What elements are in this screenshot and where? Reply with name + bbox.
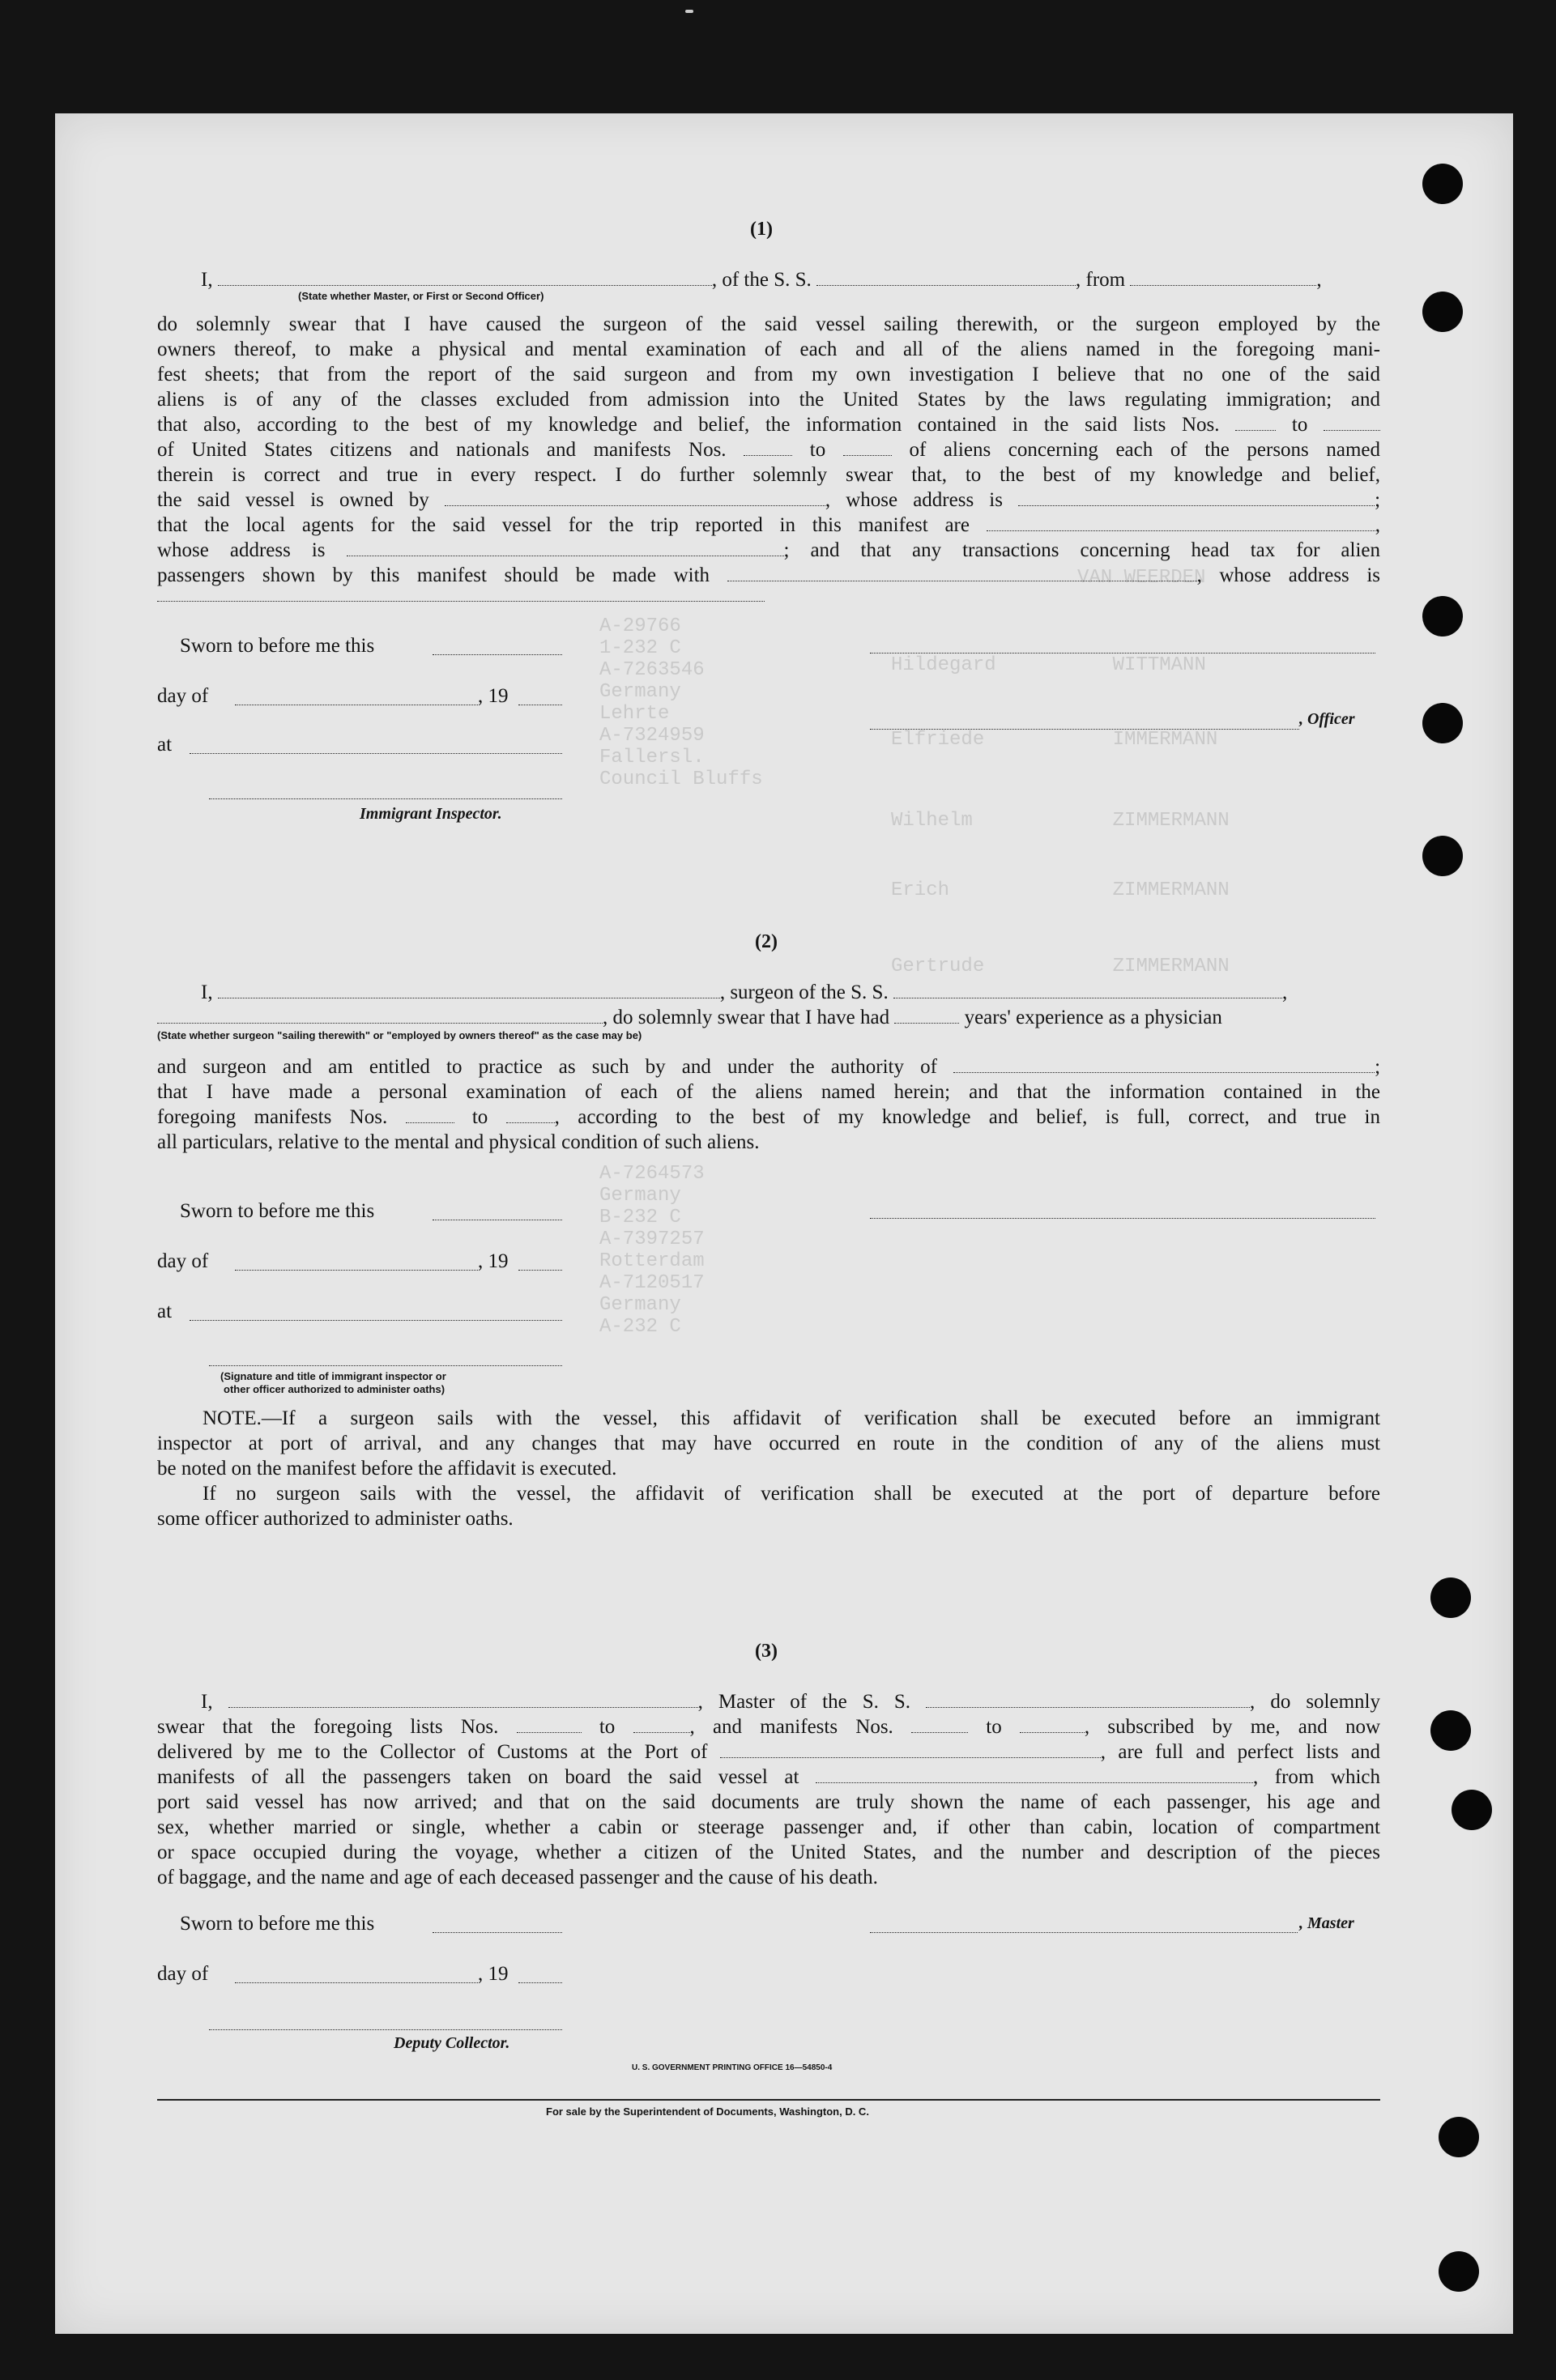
sec3-master-label: , Master — [1299, 1914, 1354, 1932]
bleed-through: A-29766 1-232 C A-7263546 Germany Lehrte A-7324959 Fallersl. Council Bluffs — [599, 615, 763, 790]
punch-hole — [1439, 2117, 1479, 2157]
agents-field[interactable] — [987, 513, 1375, 531]
to-label: to — [471, 1106, 488, 1128]
sec2-year-label: , 19 — [478, 1250, 509, 1272]
surgeon-note — [157, 1406, 1380, 1531]
sec2-experience-label: , do solemnly swear that I have had — [603, 1007, 890, 1028]
section-1-number: (1) — [750, 219, 773, 240]
agents-label: that the local agents for the said vessel for the trip reported in this manifest are — [157, 514, 970, 536]
owner-label: the said vessel is owned by — [157, 489, 429, 511]
sec2-text-line: that I have made a personal examination of each of the aliens named herein; and that the information contained in the — [157, 1081, 1380, 1103]
sec3-paragraph — [157, 1689, 1380, 1890]
sec3-text-line: of baggage, and the name and age of each deceased passenger and the cause of his death. — [157, 1867, 878, 1888]
sec3-sworn-date-field[interactable] — [433, 1932, 562, 1933]
punch-hole — [1422, 292, 1463, 332]
sec2-manifests-to-field[interactable] — [506, 1105, 555, 1123]
sec3-lists-to-field[interactable] — [633, 1714, 690, 1733]
bleed-through: Hildegard WITTMANN — [891, 654, 1206, 676]
sec3-line4 — [157, 1765, 1380, 1790]
note-label: NOTE. — [202, 1407, 262, 1429]
authority-label: and surgeon and am entitled to practice as such by and under the authority of — [157, 1056, 937, 1078]
from-which-label: , from which — [1252, 1766, 1380, 1788]
lists-from-field[interactable] — [1235, 412, 1276, 431]
note-line: inspector at port of arrival, and any changes that may have occurred en route in the condition of any of the aliens must — [157, 1433, 1380, 1454]
solemnly-label: , do solemnly — [1250, 1691, 1380, 1713]
sec1-text-line: fest sheets; that from the report of the said surgeon and from my own investigation I believe that no one of the said — [157, 364, 1380, 385]
note-line: some officer authorized to administer oaths. — [157, 1508, 514, 1530]
sec2-manifests-label: foregoing manifests Nos. — [157, 1106, 388, 1128]
surgeon-status-field[interactable] — [157, 1005, 603, 1024]
bleed-through: A-7264573 Germany B-232 C A-7397257 Rotterdam A-7120517 Germany A-232 C — [599, 1163, 705, 1338]
owner-field[interactable] — [445, 487, 825, 506]
sec2-i-label: I, — [201, 981, 213, 1003]
section-2-number: (2) — [755, 931, 778, 952]
sec2-physician-label: years' experience as a physician — [964, 1007, 1222, 1028]
sec1-at-label: at — [157, 734, 173, 756]
sec1-text-line: aliens is of any of the classes excluded from admission into the United States by the laws regulating immigration; and — [157, 389, 1380, 411]
sec1-from-label: , from — [1076, 269, 1126, 291]
semicolon: ; — [1375, 1056, 1381, 1078]
bleed-through: Wilhelm ZIMMERMANN — [891, 810, 1230, 832]
port-field[interactable] — [720, 1739, 1101, 1758]
note-text: —If a surgeon sails with the vessel, this affidavit of verification shall be executed before an immigrant — [261, 1407, 1380, 1429]
sec1-officer-signature-field[interactable] — [870, 653, 1375, 654]
ship-name-field[interactable] — [816, 267, 1076, 286]
sec2-ship-field[interactable] — [893, 980, 1282, 998]
boarded-label: manifests of all the passengers taken on board the said vessel at — [157, 1766, 799, 1788]
head-tax-contact-label: passengers shown by this manifest should be made with — [157, 564, 710, 586]
to-label: to — [1291, 414, 1308, 436]
sec1-aliens-label: of aliens concerning each of the persons named — [909, 439, 1381, 461]
bleed-through: VAN WEERDEN — [1077, 567, 1206, 589]
punch-hole — [1430, 1577, 1471, 1618]
to-label: to — [986, 1716, 1002, 1738]
sec2-sworn-label: Sworn to before me this — [180, 1200, 375, 1222]
punch-hole — [1422, 703, 1463, 743]
sec2-inspector-signature-field[interactable] — [209, 1365, 562, 1366]
sec3-sworn-label: Sworn to before me this — [180, 1913, 375, 1935]
sec1-day-of-label: day of — [157, 685, 209, 707]
head-tax-address-field[interactable] — [157, 601, 765, 602]
sec1-place-field[interactable] — [190, 753, 562, 754]
full-lists-label: , are full and perfect lists and — [1100, 1741, 1381, 1763]
sec1-manifests-line — [157, 437, 1380, 462]
sec1-officer-title-field[interactable] — [870, 729, 1299, 730]
punch-hole — [1422, 836, 1463, 876]
sec1-inspector-label: Immigrant Inspector. — [360, 805, 502, 823]
sec1-officer-caption: (State whether Master, or First or Second Officer) — [298, 290, 544, 302]
bleed-through: Erich ZIMMERMANN — [891, 879, 1230, 901]
sec2-text-line: all particulars, relative to the mental and physical condition of such aliens. — [157, 1131, 760, 1153]
manifests-label: , and manifests Nos. — [689, 1716, 893, 1738]
head-tax-label: ; and that any transactions concerning head tax for alien — [783, 539, 1380, 561]
sec3-line2 — [157, 1714, 1380, 1739]
address-label: , whose address is — [1196, 564, 1380, 586]
sec1-manifests-label: of United States citizens and nationals and manifests Nos. — [157, 439, 727, 461]
punch-hole — [1430, 1710, 1471, 1751]
sec1-ship-label: , of the S. S. — [711, 269, 812, 291]
sec2-sig-caption-2: other officer authorized to administer oaths) — [224, 1383, 445, 1395]
sec3-i-label: I, — [201, 1691, 213, 1713]
agent-address-field[interactable] — [347, 538, 784, 556]
punch-hole — [1422, 596, 1463, 637]
sec2-line1 — [201, 980, 1287, 1004]
footer-rule — [157, 2099, 1380, 2101]
to-label: to — [809, 439, 826, 461]
subscribed-label: , subscribed by me, and now — [1084, 1716, 1381, 1738]
scan-speck — [685, 10, 693, 13]
sec3-ship-field[interactable] — [926, 1689, 1250, 1708]
sec3-line3 — [157, 1739, 1380, 1765]
sec1-text-line: therein is correct and true in every respect. I do further solemnly swear that, to the best of my knowledge and belief, — [157, 464, 1380, 486]
officer-name-field[interactable] — [218, 267, 712, 286]
sec1-lists-line — [157, 412, 1380, 437]
authority-field[interactable] — [953, 1054, 1375, 1073]
lists-label: swear that the foregoing lists Nos. — [157, 1716, 499, 1738]
semicolon: ; — [1375, 489, 1381, 511]
sec3-lists-from-field[interactable] — [517, 1714, 582, 1733]
sec2-month-field[interactable] — [235, 1270, 478, 1271]
note-line: If no surgeon sails with the vessel, the affidavit of verification shall be executed at the port of departure before — [202, 1483, 1380, 1505]
sec1-agent-address-line — [157, 538, 1380, 563]
sec1-line1 — [201, 267, 1322, 292]
sec2-comma: , — [1281, 981, 1288, 1003]
sec3-day-of-label: day of — [157, 1963, 209, 1985]
note-line — [157, 1406, 1380, 1431]
sec1-officer-label: , Officer — [1299, 710, 1355, 728]
surgeon-name-field[interactable] — [218, 980, 720, 998]
sec2-line2 — [157, 1005, 1222, 1029]
sec1-head-tax-line — [157, 563, 1380, 588]
address-label: , whose address is — [825, 489, 1003, 511]
bleed-through: Gertrude ZIMMERMANN — [891, 956, 1230, 977]
note-line: be noted on the manifest before the affidavit is executed. — [157, 1458, 617, 1480]
deputy-collector-signature-field[interactable] — [209, 2029, 562, 2030]
sec1-sworn-label: Sworn to before me this — [180, 635, 375, 657]
address-label: whose address is — [157, 539, 326, 561]
to-label: to — [599, 1716, 616, 1738]
sec3-text-line: port said vessel has now arrived; and that on the said documents are truly shown the name of each passenger, his age and — [157, 1791, 1380, 1813]
sec1-owner-line — [157, 487, 1380, 513]
head-tax-contact-field[interactable] — [727, 563, 1197, 581]
sec2-place-field[interactable] — [190, 1320, 562, 1321]
sec3-deputy-label: Deputy Collector. — [394, 2034, 510, 2052]
sec1-lists-label: that also, according to the best of my knowledge and belief, the information contained in the said lists Nos. — [157, 414, 1220, 436]
sec3-manifests-to-field[interactable] — [1020, 1714, 1085, 1733]
sec1-i-label: I, — [201, 269, 213, 291]
punch-hole — [1452, 1790, 1492, 1830]
port-label: delivered by me to the Collector of Customs at the Port of — [157, 1741, 708, 1763]
sec2-manifests-line — [157, 1105, 1380, 1130]
sec3-month-field[interactable] — [235, 1982, 478, 1983]
sec2-authority-line — [157, 1054, 1380, 1079]
sec1-agents-line — [157, 513, 1380, 538]
master-label: , Master of the S. S. — [697, 1691, 911, 1713]
section-3-number: (3) — [755, 1641, 778, 1662]
sec1-inspector-signature-field[interactable] — [209, 798, 562, 799]
sec3-text-line: or space occupied during the voyage, whether a citizen of the United States, and the number and description of the pieces — [157, 1841, 1380, 1863]
sec1-sworn-date-field[interactable] — [433, 654, 562, 655]
sec3-line1 — [157, 1689, 1380, 1714]
printing-office-line: U. S. GOVERNMENT PRINTING OFFICE 16—54850-4 — [632, 2063, 833, 2072]
sec2-surgeon-caption: (State whether surgeon "sailing therewith" or "employed by owners thereof" as the case may be) — [157, 1029, 642, 1041]
for-sale-line: For sale by the Superintendent of Documents, Washington, D. C. — [546, 2105, 869, 2118]
sec1-year-label: , 19 — [478, 685, 509, 707]
years-experience-field[interactable] — [894, 1005, 959, 1024]
sec1-comma: , — [1316, 269, 1322, 291]
sec1-text-line: owners thereof, to make a physical and mental examination of each and all of the aliens named in the foregoing mani- — [157, 338, 1380, 360]
sec3-year-label: , 19 — [478, 1963, 509, 1985]
sec2-surgeon-signature-field[interactable] — [870, 1218, 1375, 1219]
punch-hole — [1439, 2251, 1479, 2292]
sec1-paragraph — [157, 312, 1380, 588]
comma: , — [1375, 514, 1381, 536]
manifests-to-field[interactable] — [843, 437, 892, 456]
master-signature-field[interactable] — [870, 1932, 1298, 1933]
sec2-sig-caption-1: (Signature and title of immigrant inspector or — [220, 1370, 446, 1382]
bleed-through: Elfriede IMMERMANN — [891, 729, 1218, 751]
from-port-field[interactable] — [1130, 267, 1316, 286]
sec2-paragraph — [157, 1054, 1380, 1155]
owner-address-field[interactable] — [1018, 487, 1375, 506]
sec3-text-line: sex, whether married or single, whether a cabin or steerage passenger and, if other than cabin, location of compartment — [157, 1816, 1380, 1838]
sec3-year-field[interactable] — [518, 1982, 562, 1983]
sec2-day-of-label: day of — [157, 1250, 209, 1272]
lists-to-field[interactable] — [1324, 412, 1380, 431]
master-name-field[interactable] — [228, 1689, 698, 1708]
sec2-year-field[interactable] — [518, 1270, 562, 1271]
sec2-ship-label: , surgeon of the S. S. — [719, 981, 889, 1003]
boarding-port-field[interactable] — [816, 1765, 1253, 1783]
sec3-manifests-from-field[interactable] — [911, 1714, 968, 1733]
manifests-from-field[interactable] — [744, 437, 792, 456]
sec2-at-label: at — [157, 1301, 173, 1322]
punch-hole — [1422, 164, 1463, 204]
sec2-knowledge-label: , according to the best of my knowledge and belief, is full, correct, and true in — [554, 1106, 1380, 1128]
sec2-manifests-from-field[interactable] — [406, 1105, 454, 1123]
sec1-text-line: do solemnly swear that I have caused the surgeon of the said vessel sailing therewith, or the surgeon employed by the — [157, 313, 1380, 335]
